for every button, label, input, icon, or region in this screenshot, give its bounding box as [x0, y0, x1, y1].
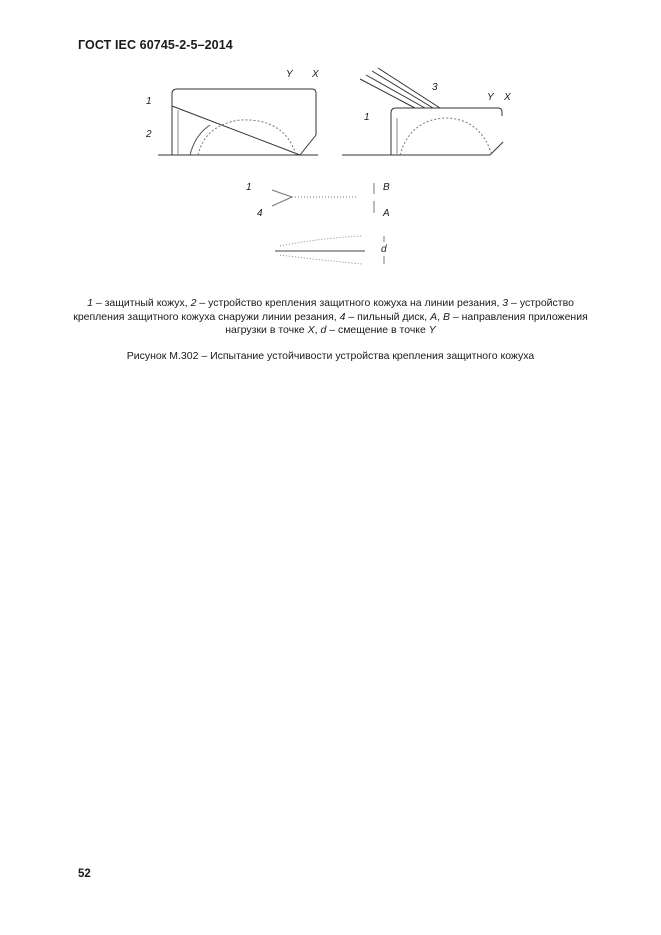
document-header: ГОСТ IEC 60745-2-5–2014	[78, 38, 233, 52]
legend-text-4: – пильный диск,	[345, 310, 431, 323]
right-label-y: Y	[487, 92, 494, 103]
legend-letter-y: Y	[428, 324, 436, 336]
legend-text-7: – смещение в точке	[326, 324, 429, 336]
legend-num-4: 4	[339, 310, 346, 323]
right-bracket-4	[378, 68, 440, 108]
left-saw-disc-solid	[190, 125, 210, 155]
left-label-2: 2	[146, 129, 152, 140]
right-label-3: 3	[432, 82, 438, 93]
disc-deflected-upper	[280, 236, 362, 246]
force-arrow-b	[272, 190, 292, 197]
legend-text-1: – защитный кожух,	[92, 297, 191, 309]
force-arrow-a	[272, 197, 292, 206]
left-label-1: 1	[146, 96, 152, 107]
right-bracket-1	[360, 79, 415, 108]
force-label-a: A	[383, 208, 390, 219]
right-bracket-3	[372, 71, 433, 108]
legend-text-2: – устройство крепления защитного кожуха на линии резания,	[196, 297, 503, 309]
disc-deflected-lower	[280, 255, 362, 264]
legend-letter-x: X	[307, 324, 315, 336]
displacement-label-d: d	[381, 244, 387, 255]
right-guard-outline	[391, 108, 502, 155]
figure-legend	[60, 297, 601, 338]
legend-num-3: 3	[502, 297, 509, 309]
legend-num-2: 2	[190, 297, 197, 309]
page-number: 52	[78, 868, 91, 880]
legend-letter-d: d	[320, 324, 327, 336]
force-label-1: 1	[246, 182, 252, 193]
left-saw-disc	[198, 120, 296, 155]
legend-num-1: 1	[87, 297, 93, 309]
right-label-x: X	[504, 92, 511, 103]
force-label-4: 4	[257, 208, 263, 219]
force-label-b: B	[383, 182, 390, 193]
legend-letter-a: A	[430, 310, 438, 323]
right-saw-disc	[400, 118, 492, 155]
legend-text-5: – направления приложения нагрузки в точке	[225, 310, 588, 336]
left-label-y: Y	[286, 69, 293, 80]
figure-drawing	[0, 0, 661, 300]
legend-sep: ,	[437, 310, 443, 323]
legend-text-6: ,	[314, 324, 321, 336]
right-bracket-2	[366, 75, 425, 108]
right-label-1: 1	[364, 112, 370, 123]
left-label-x: X	[312, 69, 319, 80]
right-extension-line	[490, 142, 503, 155]
figure-title: Рисунок М.302 – Испытание устойчивости устройства крепления защитного кожуха	[126, 350, 535, 362]
legend-text-3: – устройство крепления защитного кожуха снаружи линии резания,	[73, 297, 574, 323]
legend-letter-b: B	[442, 310, 450, 323]
